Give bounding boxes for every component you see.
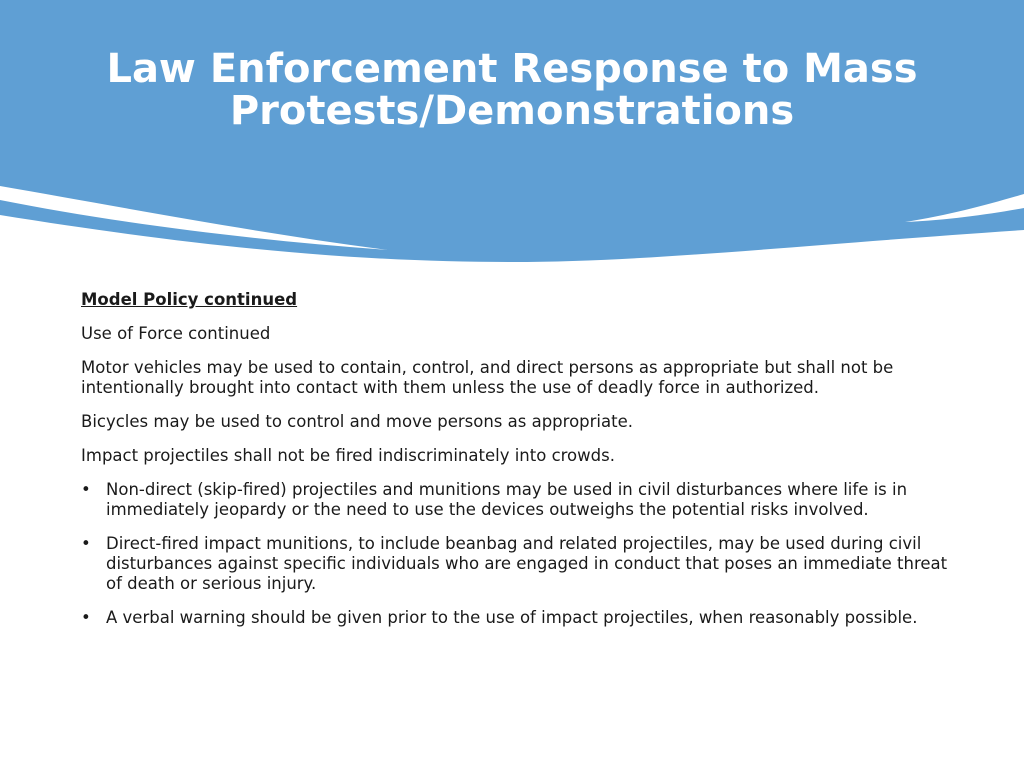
bullet-text: Direct-fired impact munitions, to include beanbag and related projectiles, may be used during civil disturbances against specific individuals who are engaged in conduct that poses an immediate threat of death or serious injury. xyxy=(106,534,948,593)
bullet-marker: • xyxy=(81,608,91,627)
section-heading: Model Policy continued xyxy=(81,290,298,309)
bullet-text: A verbal warning should be given prior to the use of impact projectiles, when reasonably possible. xyxy=(106,608,918,627)
bullet-item xyxy=(81,534,951,594)
slide-body xyxy=(81,290,951,642)
bullet-marker: • xyxy=(81,534,91,553)
bullet-item xyxy=(81,608,951,628)
paragraph-bicycles: Bicycles may be used to control and move persons as appropriate. xyxy=(81,412,633,431)
slide-title xyxy=(60,48,964,132)
bullet-marker: • xyxy=(81,480,91,499)
paragraph-motor-vehicles: Motor vehicles may be used to contain, control, and direct persons as appropriate but shall not be intentionally brought into contact with them unless the use of deadly force in authorized. xyxy=(81,358,894,397)
bullet-item xyxy=(81,480,951,520)
bullet-list xyxy=(81,480,951,628)
bullet-text: Non-direct (skip-fired) projectiles and munitions may be used in civil disturbances where life is in immediately jeopardy or the need to use the devices outweighs the potential risks involved. xyxy=(106,480,908,519)
paragraph-impact-projectiles: Impact projectiles shall not be fired indiscriminately into crowds. xyxy=(81,446,615,465)
header-wave-background xyxy=(0,0,1024,270)
slide-title-line-1: Law Enforcement Response to Mass xyxy=(106,46,918,92)
subheading-use-of-force: Use of Force continued xyxy=(81,324,271,343)
slide-title-line-2: Protests/Demonstrations xyxy=(229,88,795,134)
